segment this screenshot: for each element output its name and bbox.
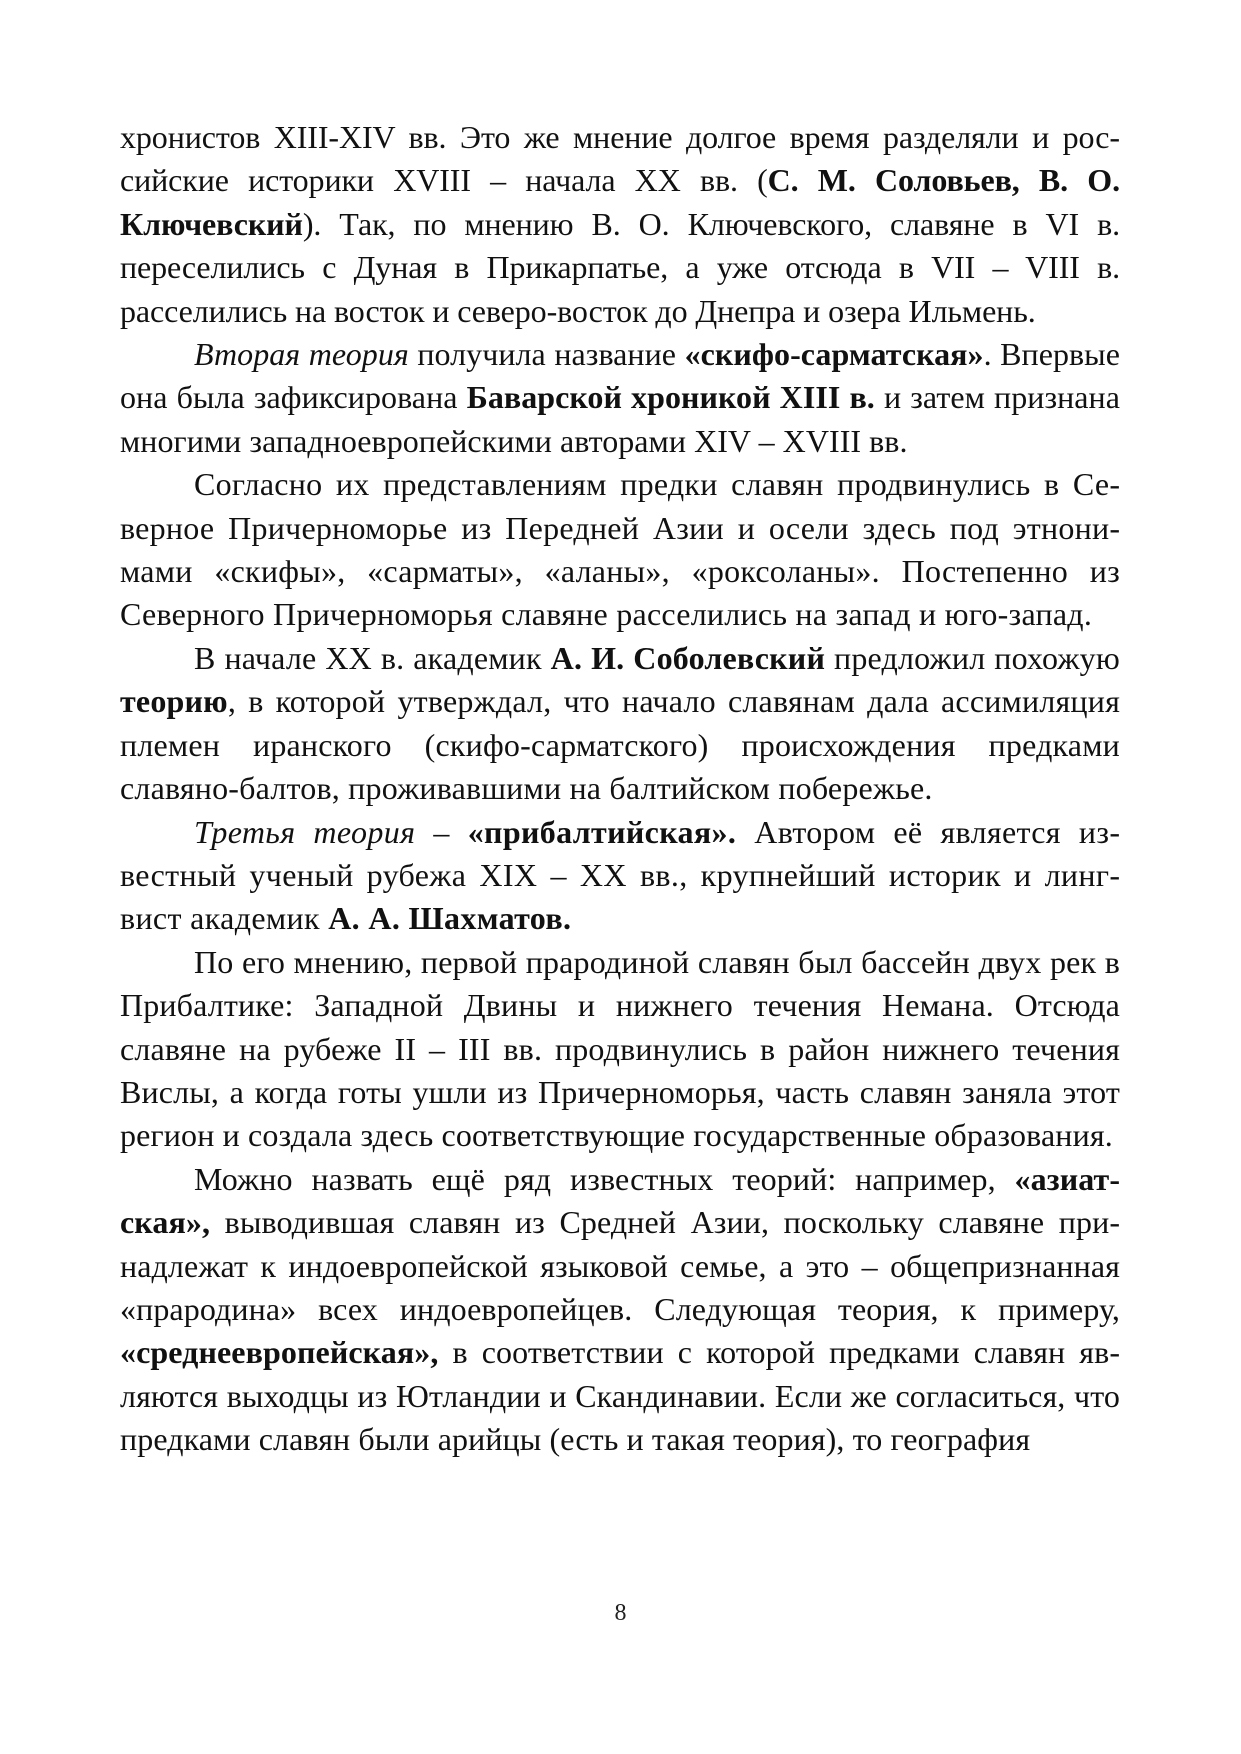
text-run: В начале XX в. академик [194,639,551,676]
text-run: . Впервые она была зафиксирована [120,336,1120,416]
bold-author: А. И. Соболевский [550,639,826,676]
text-run: – [415,813,468,850]
text-run: хронистов XIII-XIV вв. Это же мнение долгое время разделяли и российские историки XVIII – начала XX вв. ( [120,119,1120,199]
text-run: ). Так, по мнению В. О. Ключевского, славяне в VI в. переселились с Дуная в Прикарпатье, а уже отсюда в VII – VIII в. расселились на восток и северо-восток до Днепра и озера Ильмень. [120,205,1120,329]
italic-theory-label: Третья теория [194,813,416,850]
text-run: и затем признана многими западноевропейскими авторами XIV – XVIII вв. [120,379,1120,459]
bold-term: теорию [120,683,228,720]
text-run: в соответствии с которой предками славян являются выходцы из Ютландии и Скандинавии. Если же согласиться, что предками славян были арийцы (есть и такая теория), то география [120,1334,1120,1458]
bold-authors: С. М. Соловьев, В. О. Ключевский [120,162,1120,242]
italic-theory-label: Вторая теория [194,336,409,373]
page-number: 8 [614,1600,627,1626]
paragraph-chronists [120,116,1120,333]
bold-theory-name: «скифо-сарматская» [684,336,984,373]
text-run: выводившая славян из Средней Азии, поскольку славяне принадлежат к индоевропейской языковой семье, а это – общепризнанная «прародина» всех индоевропейцев. Следующая теория, к примеру, [120,1204,1120,1327]
bold-theory-name: «азиатская», [120,1160,1120,1241]
body-text [120,116,1120,1462]
text-run: , в которой утверждал, что начало славянам дала ассимиляция племен иранского (скифо-сарматского) происхождения предками славяно-балтов, проживавшими на балтийском побережье. [120,683,1120,807]
paragraph-accordingly [120,463,1120,637]
text-run: Можно назвать ещё ряд известных теорий: например, [194,1160,1015,1197]
bold-theory-name: «прибалтийская». [467,813,737,850]
text-run: По его мнению, первой прародиной славян был бассейн двух рек в Прибалтике: Западной Двины и нижнего течения Немана. Отсюда славяне на рубеже II – III вв. продвинулись в район нижнего течения Вислы, а когда готы ушли из Причерноморья, часть славян заняла этот регион и создала здесь соответствующие государственные образования. [120,943,1120,1154]
text-run: предложил похожую [825,639,1120,676]
text-run: получила название [408,336,685,373]
paragraph-shakhmatov-view [120,941,1120,1158]
text-run: Согласно их представлениям предки славян продвинулись в Северное Причерноморье из Передней Азии и осели здесь под этнонимами «скифы», «сарматы», «аланы», «роксоланы». Постепенно из Северного Причерноморья славяне расселились на запад и юго-запад. [120,466,1120,633]
bold-author: А. А. Шахматов. [328,900,572,937]
text-run: Автором её является известный ученый рубежа XIX – XX вв., крупнейший историк и лингвист академик [120,813,1120,937]
paragraph-third-theory [120,811,1120,941]
paragraph-other-theories [120,1158,1120,1462]
bold-theory-name: «среднеевропейская», [120,1334,439,1371]
bold-source: Баварской хроникой XIII в. [466,379,875,416]
paragraph-second-theory [120,333,1120,463]
paragraph-sobolevsky [120,637,1120,811]
